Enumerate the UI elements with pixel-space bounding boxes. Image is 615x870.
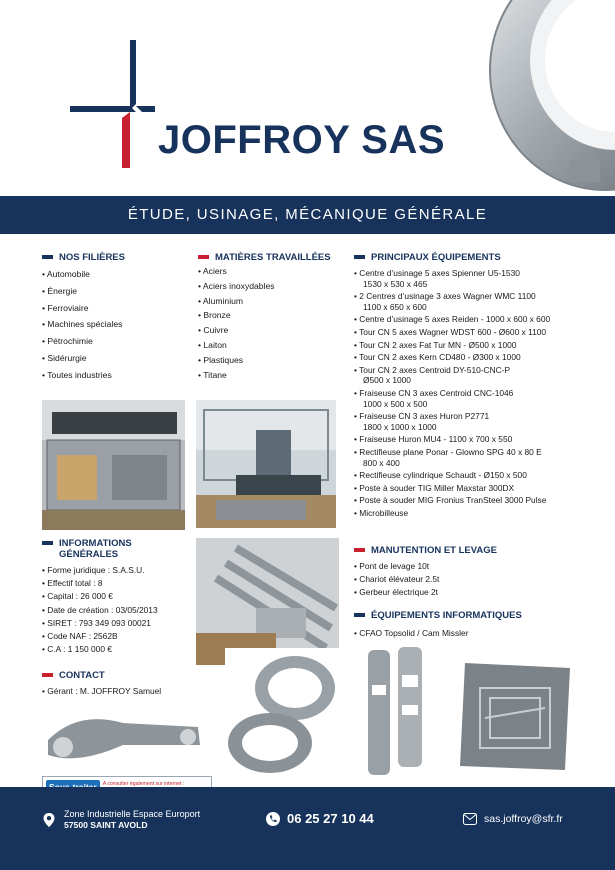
manutention-list	[354, 560, 609, 600]
phone-number[interactable]: 06 25 27 10 44	[287, 811, 374, 826]
list-item: • Effectif total : 8	[42, 577, 197, 590]
list-item: • Pont de levage 10t	[354, 560, 609, 573]
parts-photo-1	[196, 538, 339, 665]
list-item: • Automobile	[42, 266, 192, 283]
list-item: • Laiton	[198, 338, 348, 353]
list-item: • Rectifieuse plane Ponar - Glowno SPG 40 x 80 E 800 x 400	[354, 447, 609, 468]
section-bar-icon	[42, 255, 53, 259]
list-item: • Centre d’usinage 5 axes Reiden - 1000 x 600 x 600	[354, 314, 609, 325]
list-item: • Chariot élévateur 2.5t	[354, 573, 609, 586]
contact-list	[42, 685, 202, 698]
list-item: • Sidérurgie	[42, 350, 192, 367]
manutention-title: MANUTENTION ET LEVAGE	[354, 545, 609, 556]
list-item: • Fraiseuse Huron MU4 - 1100 x 700 x 550	[354, 434, 609, 445]
list-item: • Poste à souder MIG Fronius TranSteel 3000 Pulse	[354, 495, 609, 506]
informatique-section	[354, 610, 609, 640]
manutention-section	[354, 545, 609, 600]
rings-photo	[225, 648, 345, 773]
list-item: • Microbilleuse	[354, 508, 609, 519]
list-item: • Tour CN 5 axes Wagner WDST 600 - Ø600 x 1100	[354, 327, 609, 338]
section-bar-icon	[354, 613, 365, 617]
workshop-photo-2	[196, 400, 336, 528]
matieres-list	[198, 264, 348, 382]
shafts-photo	[358, 645, 448, 780]
phone-icon	[266, 812, 280, 826]
equipements-section	[354, 252, 609, 518]
list-item: • C.A : 1 150 000 €	[42, 643, 197, 656]
section-bar-icon	[198, 255, 209, 259]
list-item: • Gérant : M. JOFFROY Samuel	[42, 685, 202, 698]
section-bar-icon	[354, 548, 365, 552]
list-item: • Date de création : 03/05/2013	[42, 604, 197, 617]
workshop-photo-1	[42, 400, 185, 530]
list-item: • Machines spéciales	[42, 316, 192, 333]
list-item: • Gerbeur électrique 2t	[354, 586, 609, 599]
section-bar-icon	[354, 255, 365, 259]
matieres-title: MATIÈRES TRAVAILLÉES	[198, 252, 348, 263]
list-item: • Énergie	[42, 283, 192, 300]
filieres-list	[42, 266, 192, 384]
address-line-1: Zone Industrielle Espace Europort	[64, 809, 201, 819]
badge-caption: A consulter également sur internet :	[102, 780, 185, 787]
brand-name: JOFFROY SAS	[158, 118, 446, 162]
section-bar-icon	[42, 541, 53, 545]
arm-part-photo	[38, 705, 208, 773]
list-item: • Titane	[198, 368, 348, 383]
informatique-title: ÉQUIPEMENTS INFORMATIQUES	[354, 610, 609, 621]
informations-list	[42, 564, 197, 656]
email-address[interactable]: sas.joffroy@sfr.fr	[484, 813, 563, 825]
list-item: • Toutes industries	[42, 367, 192, 384]
list-item: • Bronze	[198, 308, 348, 323]
section-bar-icon	[42, 673, 53, 677]
list-item: • Tour CN 2 axes Centroid DY-510-CNC-P Ø500 x 1000	[354, 365, 609, 386]
filieres-section	[42, 252, 192, 384]
list-item: • Poste à souder TIG Miller Maxstar 300DX	[354, 483, 609, 494]
list-item: • Aluminium	[198, 294, 348, 309]
list-item: • Tour CN 2 axes Kern CD480 - Ø300 x 1000	[354, 352, 609, 363]
equipements-title: PRINCIPAUX ÉQUIPEMENTS	[354, 252, 609, 263]
contact-section	[42, 670, 202, 698]
filieres-title: NOS FILIÈRES	[42, 252, 192, 263]
list-item: • Plastiques	[198, 353, 348, 368]
address-line-2: 57500 SAINT AVOLD	[64, 820, 148, 830]
list-item: • SIRET : 793 349 093 00021	[42, 617, 197, 630]
list-item: • Code NAF : 2562B	[42, 630, 197, 643]
informatique-list	[354, 626, 609, 640]
equipements-list	[354, 268, 609, 518]
email-icon	[463, 813, 477, 825]
matieres-section	[198, 252, 348, 382]
list-item: • CFAO Topsolid / Cam Missler	[354, 626, 609, 640]
mould-plate-photo	[455, 658, 575, 774]
contact-title: CONTACT	[42, 670, 202, 681]
list-item: • Rectifieuse cylindrique Schaudt - Ø150 x 500	[354, 470, 609, 481]
location-pin-icon	[42, 813, 56, 827]
list-item: • Fraiseuse CN 3 axes Centroid CNC-1046 1000 x 500 x 500	[354, 388, 609, 409]
list-item: • Pétrochimie	[42, 333, 192, 350]
tagline-banner: ÉTUDE, USINAGE, MÉCANIQUE GÉNÉRALE	[0, 196, 615, 234]
logo-cross-icon	[70, 38, 155, 168]
footer-phone[interactable]	[266, 811, 374, 826]
footer-address	[42, 809, 200, 831]
footer-email[interactable]	[463, 813, 563, 825]
list-item: • Aciers inoxydables	[198, 279, 348, 294]
list-item: • Forme juridique : S.A.S.U.	[42, 564, 197, 577]
informations-title: INFORMATIONS GÉNÉRALES	[42, 538, 197, 560]
list-item: • Tour CN 2 axes Fat Tur MN - Ø500 x 1000	[354, 340, 609, 351]
list-item: • Fraiseuse CN 3 axes Huron P2771 1800 x 1000 x 1000	[354, 411, 609, 432]
informations-section	[42, 538, 197, 656]
header	[0, 0, 615, 196]
hero-ring-photo	[455, 0, 615, 196]
list-item: • Capital : 26 000 €	[42, 590, 197, 603]
list-item: • Cuivre	[198, 323, 348, 338]
list-item: • Centre d’usinage 5 axes Spienner U5-1530 1530 x 530 x 465	[354, 268, 609, 289]
footer	[0, 787, 615, 870]
list-item: • Aciers	[198, 264, 348, 279]
list-item: • 2 Centres d’usinage 3 axes Wagner WMC 1100 1100 x 650 x 600	[354, 291, 609, 312]
list-item: • Ferroviaire	[42, 300, 192, 317]
